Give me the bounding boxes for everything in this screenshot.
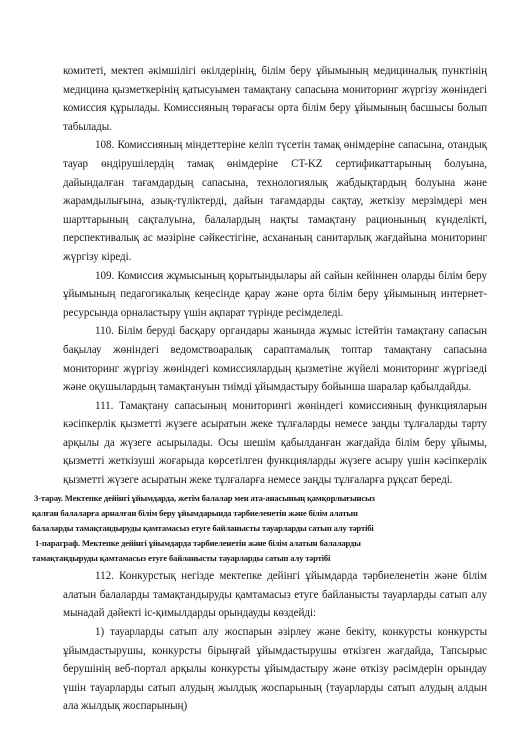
document-body-bottom [63,567,487,716]
paragraph-p-110: 110. Білім беруді басқару органдары жанында жұмыс істейтін тамақтану сапасын бақылау жөніндегі ведомствоаралық сараптамалық топтар тамақтану сапасына мониторинг жүргізу жөніндегі комиссиялардың қызметіне жүйелі мониторинг жүргізеді және оқушылардың тамақтануын тиімді ұйымдастыру бойынша шаралар қабылдайды. [63,325,487,394]
paragraph-p-109: 109. Комиссия жұмысының қорытындылары ай сайын кейіннен оларды білім беру ұйымының педагогикалық кеңесінде қарау және орта білім беру ұйымының интернет-ресурсында орналастыру үшін ақпарат түрінде ресімделеді. [63,269,487,319]
heading-line-h-5: тамақтандыруды қамтамасыз етуге байланысты тауарларды сатып алу тәртібі [32,553,331,564]
paragraph-p-111: 111. Тамақтану сапасының мониторингі жөніндегі комиссияның функцияларын кәсіпкерлік қызметті жүзеге асыратын жеке тұлғаларды немесе заңды тұлғаларды тарту арқылы да жүзеге асырылады. Осы шешім қабылданған жағдайда білім беру ұйымы, қызметті жеткізуші жоғарыда көрсетілген функцияларды жүзеге асыру үшін кәсіпкерлік қызметті жүзеге асыратын жеке тұлғаларға немесе заңды тұлғаларға рұқсат береді. [63,399,487,487]
heading-line-h-2: қалған балаларға арналған білім беру ұйымдарында тәрбиеленетін және білім алатын [32,507,358,518]
paragraph-p-continued: комитеті, мектеп әкімшілігі өкілдерінің, білім беру ұйымының медициналық пунктінің медицина қызметкерінің қатысуымен тамақтану сапасына мониторинг жүргізу жөніндегі комиссия құрылады. Комиссияның төрағасы орта білім беру ұйымының басшысы болып табылады. [63,65,487,133]
heading-line-h-3: балаларды тамақтандыруды қамтамасыз етуге байланысты тауарларды сатып алу тәртібі [32,522,374,533]
paragraph-p-112: 112. Конкурстық негізде мектепке дейінгі ұйымдарда тәрбиеленетін және білім алатын балаларды тамақтандыруды қамтамасыз етуге байланысты тауарларды сатып алу мынадай дәйекті іс-қимылдарды орындауды көздейді: [63,570,487,620]
heading-line-h-4: 1-параграф. Мектепке дейінгі ұйымдарда тәрбиеленетін және білім алатын балаларды [35,537,361,548]
chapter-heading-block [32,491,487,565]
paragraph-p-112-1: 1) тауарларды сатып алу жоспарын әзірлеу және бекіту, конкурсты конкурсты ұйымдастырушы, конкурсты бірыңғай ұйымдастырушы өткізген жағдайда, Тапсырыс берушінің веб-портал арқылы конкурсты ұйымдастыру және өткізу рәсімдерін орындау үшін тауарларды сатып алудың жылдық жоспарының (тауарларды сатып алудың алдын ала жылдық жоспарының) [63,625,487,713]
heading-line-h-1: 3-тарау. Мектепке дейінгі ұйымдарда, жетім балалар мен ата-анасының қамқорлығынсыз [34,492,375,503]
paragraph-p-108: 108. Комиссияның міндеттеріне келіп түсетін тамақ өнімдеріне сапасына, отандық тауар өндірушілердің тамақ өнімдеріне CT-KZ сертификаттарының болуына, дайындалған тағамдардың сапасына, технологиялық жабдықтардың болуына және жарамдылығына, азық-түліктерді, дайын тағамдарды сақтау, жеткізу мерзімдері мен шарттарының сақталуына, балалардың нақты тамақтану рационының күнделікті, перспективалық ас мәзіріне сәйкестігіне, асхананың санитарлық жағдайына мониторинг жүргізу кіреді. [63,139,487,263]
document-body-top [63,62,487,490]
